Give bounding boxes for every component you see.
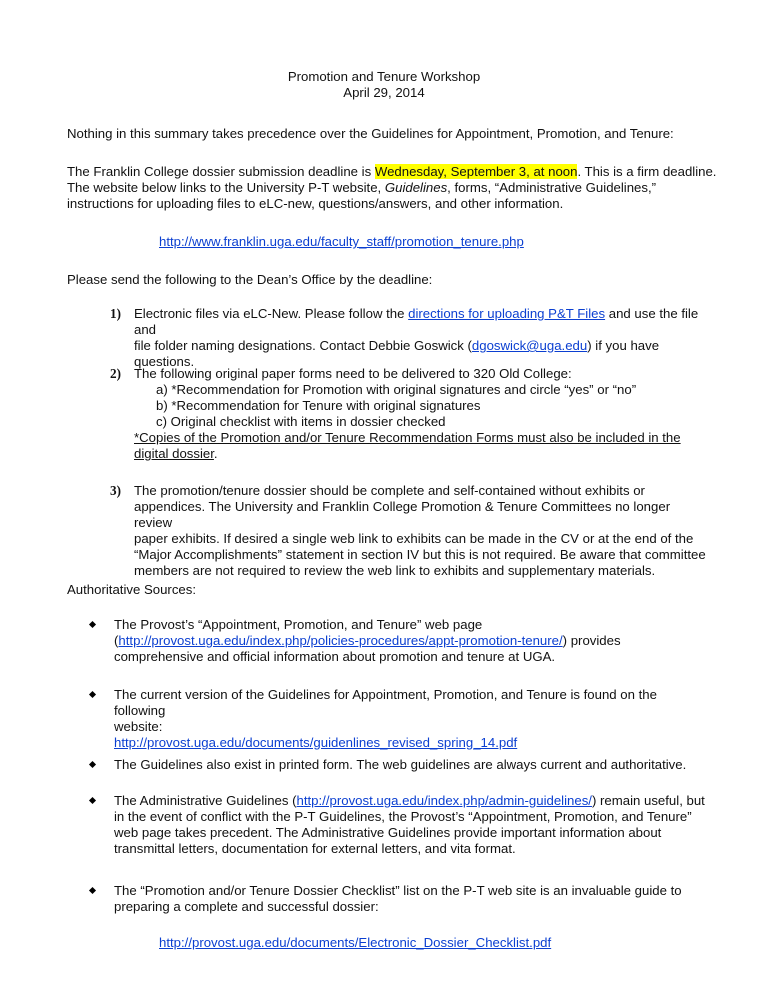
b4-line2: in the event of conflict with the P-T Guidelines, the Provost’s “Appointment, Promotion, and Tenure” [114,809,692,824]
item2-note-line2: digital dossier [134,446,214,461]
item2-intro: The following original paper forms need to be delivered to 320 Old College: [134,366,572,381]
precedence-statement: Nothing in this summary takes precedence over the Guidelines for Appointment, Promotion, and Tenure: [67,126,674,141]
b2-line1: The current version of the Guidelines for Appointment, Promotion, and Tenure is found on the following [114,687,657,718]
deadline-highlight: Wednesday, September 3, at noon [374,164,578,179]
item3-line1: The promotion/tenure dossier should be complete and self-contained without exhibits or [134,483,645,498]
document-header [0,69,768,101]
franklin-url-line [159,234,524,250]
document-date: April 29, 2014 [343,85,425,100]
item-number: 2) [110,366,121,381]
bullet-diamond-icon [89,887,96,894]
source-bullet-4 [90,793,710,857]
list-item-1 [110,306,710,370]
website-line1: The website below links to the University P-T website, [67,180,385,195]
item3-line3: paper exhibits. If desired a single web link to exhibits can be made in the CV or at the end of the [134,531,694,546]
document-title: Promotion and Tenure Workshop [287,69,481,84]
admin-guidelines-link[interactable]: http://provost.uga.edu/index.php/admin-guidelines/ [296,793,592,808]
deadline-paragraph [67,164,727,212]
checklist-url-line [159,935,551,951]
website-line2: instructions for uploading files to eLC-new, questions/answers, and other information. [67,196,564,211]
bullet-diamond-icon [89,621,96,628]
item1-contact-post: ) if you have [587,338,660,353]
item-number: 3) [110,483,121,498]
b4-post: ) remain useful, but [591,793,705,808]
source-bullet-1 [90,617,710,665]
b1-line3: comprehensive and official information about promotion and tenure at UGA. [114,649,556,664]
bullet-diamond-icon [89,691,96,698]
item2-sub-a: a) *Recommendation for Promotion with original signatures and circle “yes” or “no” [156,382,637,397]
bullet-diamond-icon [89,797,96,804]
item-number: 1) [110,306,121,321]
website-line1b: , forms, “Administrative Guidelines,” [447,180,657,195]
source-bullet-2 [90,687,710,751]
b4-line3: web page takes precedent. The Administrative Guidelines provide important information about [114,825,662,840]
b2-line2: website: [114,719,163,734]
sources-heading: Authoritative Sources: [67,582,197,597]
b1-line1: The Provost’s “Appointment, Promotion, and Tenure” web page [114,617,483,632]
item1-text-mid: and use the file and [134,306,699,337]
item3-line5: members are not required to review the web link to exhibits and supplementary materials. [134,563,656,578]
website-guidelines: Guidelines [384,180,448,195]
item2-note-end: . [213,446,218,461]
item3-line4: “Major Accomplishments” statement in section IV but this is not required. Be aware that committee [134,547,706,562]
list-item-3 [110,483,710,579]
b1-close: ) provides [562,633,621,648]
b3-line1: The Guidelines also exist in printed form. The web guidelines are always current and authoritative. [114,757,687,772]
item2-note-line1: *Copies of the Promotion and/or Tenure Recommendation Forms must also be included in the [134,430,681,445]
guidelines-pdf-link[interactable]: http://provost.uga.edu/documents/guidenlines_revised_spring_14.pdf [114,735,518,750]
b4-pre: The Administrative Guidelines ( [114,793,297,808]
item1-contact-text: file folder naming designations. Contact Debbie Goswick ( [134,338,472,353]
item1-text: Electronic files via eLC-New. Please follow the [134,306,409,321]
item3-line2: appendices. The University and Franklin College Promotion & Tenure Committees no longer review [134,499,671,530]
bullet-diamond-icon [89,761,96,768]
item1-line3: questions. [134,354,195,369]
b1-open: ( [114,633,119,648]
list-item-2 [110,366,710,462]
provost-apt-link[interactable]: http://provost.uga.edu/index.php/policies-procedures/appt-promotion-tenure/ [118,633,563,648]
deadline-post: . This is a firm deadline. [577,164,717,179]
b4-line4: transmittal letters, documentation for external letters, and vita format. [114,841,516,856]
item2-sub-b: b) *Recommendation for Tenure with original signatures [156,398,481,413]
franklin-url-link[interactable]: http://www.franklin.uga.edu/faculty_staff/promotion_tenure.php [159,234,524,249]
item2-sub-c: c) Original checklist with items in dossier checked [156,414,446,429]
email-link[interactable]: dgoswick@uga.edu [471,338,588,353]
source-bullet-3 [90,757,710,773]
send-instruction: Please send the following to the Dean’s Office by the deadline: [67,272,433,287]
source-bullet-5 [90,883,710,915]
deadline-pre: The Franklin College dossier submission deadline is [67,164,375,179]
b5-line1: The “Promotion and/or Tenure Dossier Checklist” list on the P-T web site is an invaluable guide to [114,883,682,898]
b5-line2: preparing a complete and successful dossier: [114,899,379,914]
upload-directions-link[interactable]: directions for uploading P&T Files [408,306,606,321]
checklist-pdf-link[interactable]: http://provost.uga.edu/documents/Electronic_Dossier_Checklist.pdf [159,935,552,950]
